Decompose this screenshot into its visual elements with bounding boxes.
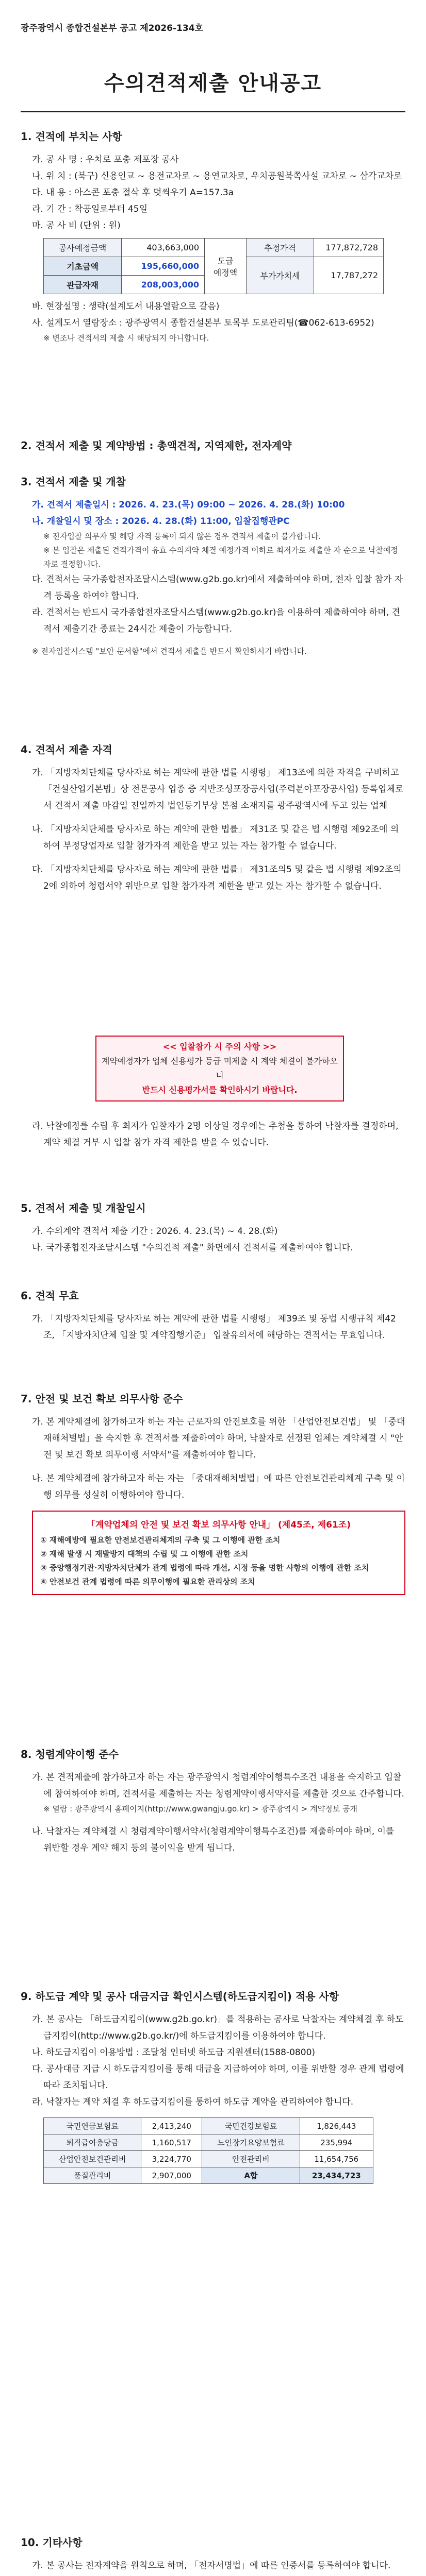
- ins-label: 품질관리비: [44, 2167, 141, 2184]
- ins-label: 안전관리비: [202, 2151, 300, 2167]
- section-8-heading: 8. 청렴계약이행 준수: [21, 1748, 119, 1760]
- safety-redbox: [32, 1511, 405, 1595]
- caution-title: << 입찰참가 시 주의 사항 >>: [162, 1042, 277, 1052]
- cost-label: 기초금액: [44, 257, 122, 276]
- section-9: [21, 1989, 405, 2184]
- insurance-table: [43, 2117, 373, 2184]
- section-3-heading: 3. 견적서 제출 및 개찰: [21, 476, 126, 488]
- s9-item: 나. 하도급지킴이 이용방법 : 조달청 인터넷 하도급 지원센터(1588-0800): [32, 2047, 316, 2058]
- page-title: 수의견적제출 안내공고: [104, 72, 322, 95]
- cost-value: 195,660,000: [122, 257, 205, 276]
- section-4-after: [21, 1118, 405, 1151]
- s5-item: 나. 국가종합전자조달시스템 "수의견적 제출" 화면에서 견적서를 제출하여야 합니다.: [32, 1243, 353, 1253]
- section-8: [21, 1747, 405, 1856]
- s3-item: 나. 개찰일시 및 장소 : 2026. 4. 28.(화) 11:00, 입찰집행관PC: [32, 516, 290, 527]
- ins-value: 2,413,240: [141, 2118, 202, 2134]
- s9-item: 라. 낙찰자는 계약 체결 후 하도급지킴이를 통하여 하도급 계약을 관리하여야 합니다.: [32, 2097, 354, 2107]
- s3-item: 가. 견적서 제출일시 : 2026. 4. 23.(목) 09:00 ~ 2026. 4. 28.(화) 10:00: [32, 500, 345, 510]
- safety-item: ① 재해예방에 필요한 안전보건관리체계의 구축 및 그 이행에 관한 조치: [40, 1535, 281, 1545]
- section-7: [21, 1391, 405, 1595]
- section-6-heading: 6. 견적 무효: [21, 1290, 79, 1302]
- cost-value: 403,663,000: [122, 239, 205, 257]
- section-7-heading: 7. 안전 및 보건 확보 의무사항 준수: [21, 1393, 183, 1405]
- ins-value: 1,160,517: [141, 2134, 202, 2151]
- side-row-label: 추정가격: [247, 239, 314, 257]
- section-10-heading: 10. 기타사항: [21, 2536, 83, 2549]
- ins-label: 국민건강보험료: [202, 2118, 300, 2134]
- notice-number: 광주광역시 종합건설본부 공고 제2026-134호: [21, 23, 203, 33]
- ins-value: 11,654,756: [300, 2151, 373, 2167]
- safety-item: ② 재해 발생 시 재발방지 대책의 수립 및 그 이행에 관한 조치: [40, 1549, 249, 1558]
- s3-footnote: ※ 전자입찰시스템 "보안 문서함"에서 견적서 제출을 반드시 확인하시기 바랍니다.: [32, 647, 307, 656]
- ins-label: 퇴직급여충당금: [44, 2134, 141, 2151]
- title-divider: [21, 111, 405, 112]
- s5-item: 가. 수의계약 견적서 제출 기간 : 2026. 4. 23.(목) ~ 4. 28.(화): [32, 1226, 278, 1236]
- side-row-value: 177,872,728: [314, 239, 384, 257]
- ins-value: 2,907,000: [141, 2167, 202, 2184]
- ins-value: 3,224,770: [141, 2151, 202, 2167]
- s9-item: 다. 공사대금 지급 시 하도급지킴이를 통해 대금을 지급하여야 하며, 이를 위반할 경우 관계 법령에 따라 조치됩니다.: [32, 2064, 404, 2091]
- section-10: [21, 2535, 405, 2576]
- section-2: [21, 438, 405, 461]
- contract-side-label: [205, 239, 247, 294]
- ins-label: 산업안전보건관리비: [44, 2151, 141, 2167]
- s1-note: ※ 변조나 견적서의 제출 시 해당되지 아니합니다.: [43, 333, 209, 343]
- s3-item: ※ 전자입찰 의무자 및 해당 자격 등록이 되지 않은 경우 견적서 제출이 불가합니다.: [43, 532, 321, 541]
- cost-label: 공사예정금액: [44, 239, 122, 257]
- s1-note: 바. 현장설명 : 생략(설계도서 내용열람으로 갈음): [32, 301, 220, 312]
- ins-label: 노인장기요양보험료: [202, 2134, 300, 2151]
- safety-item: ④ 안전보건 관계 법령에 따른 의무이행에 필요한 관리상의 조치: [40, 1577, 255, 1586]
- s1-item: 가. 공 사 명 : 우치로 포충 제포장 공사: [32, 155, 179, 165]
- s6-item: 가. 「지방자치단체를 당사자로 하는 계약에 관한 법률 시행령」 제39조 및 동법 시행규칙 제42조, 「지방자치단체 입찰 및 계약집행기준」 입찰유의서에 해당하는 견적서는 무효입니다.: [32, 1314, 396, 1341]
- side-sub: 예정액: [213, 267, 238, 278]
- s4-item: 가. 「지방자치단체를 당사자로 하는 계약에 관한 법률 시행령」 제13조에 의한 자격을 구비하고 「건설산업기본법」상 전문공사 업종 중 지반조성포장공사업(주력분야포장공사업) 등록업체로서 견적서 제출 마감일 전일까지 법인등기부상 본점 소재지를 광주광역시에 두고 있는 업체: [32, 768, 404, 811]
- s4-item: 나. 「지방자치단체를 당사자로 하는 계약에 관한 법률」 제31조 및 같은 법 시행령 제92조에 의하여 부정당업자로 입찰 참가자격 제한을 받고 있는 자는 참가할 수 없습니다.: [32, 824, 399, 851]
- cost-value: 208,003,000: [122, 276, 205, 294]
- s7-item: 가. 본 계약체결에 참가하고자 하는 자는 근로자의 안전보호를 위한 「산업안전보건법」 및 「중대재해처벌법」을 숙지한 후 견적서를 제출하여야 하며, 낙찰자로 선정된 업체는 계약체결 시 "안전 및 보건 확보 의무이행 서약서"를 제출하여야 합니다.: [32, 1417, 405, 1460]
- section-2-heading: 2. 견적서 제출 및 계약방법 : 총액견적, 지역제한, 전자계약: [21, 439, 292, 452]
- caution-line: 반드시 신용평가서를 확인하시기 바랍니다.: [142, 1085, 298, 1095]
- s4-after: 라. 낙찰예정를 수립 후 최저가 입찰자가 2명 이상일 경우에는 추첨을 통하여 낙찰자를 결정하며, 계약 체결 거부 시 입찰 참가 자격 제한을 받을 수 있습니다.: [32, 1121, 399, 1148]
- s3-item: 라. 견적서는 반드시 국가종합전자조달시스템(www.g2b.go.kr)을 이용하여 제출하여야 하며, 견적서 제출기간 종료는 24시간 제출이 가능합니다.: [32, 607, 400, 634]
- s7-item: 나. 본 계약체결에 참가하고자 하는 자는 「중대재해처벌법」에 따른 안전보건관리체계 구축 및 이행 의무를 성실히 이행하여야 합니다.: [32, 1473, 405, 1500]
- s8-item: 가. 본 견적제출에 참가하고자 하는 자는 광주광역시 청렴계약이행특수조건 내용을 숙지하고 입찰에 참여하여야 하며, 견적서를 제출하는 자는 청렴계약이행서약서를 제출한 것으로 간주합니다.: [32, 1772, 404, 1799]
- ins-value: 1,826,443: [300, 2118, 373, 2134]
- section-5-heading: 5. 견적서 제출 및 개찰일시: [21, 1202, 146, 1214]
- s1-item: 라. 기 간 : 착공일로부터 45일: [32, 204, 148, 214]
- section-4-heading: 4. 견적서 제출 자격: [21, 743, 112, 756]
- s1-item: 나. 위 치 : (북구) 신용인교 ~ 용전교차로 ~ 용연교차로, 우치공원북쪽사설 교차로 ~ 삼각교차로: [32, 171, 402, 181]
- s3-item: 다. 견적서는 국가종합전자조달시스템(www.g2b.go.kr)에서 제출하여야 하며, 전자 입찰 참가 자격 등록을 하여야 합니다.: [32, 574, 403, 601]
- section-5: [21, 1200, 405, 1256]
- ins-value: 235,994: [300, 2134, 373, 2151]
- s9-item: 가. 본 공사는 「하도급지킴이(www.g2b.go.kr)」를 적용하는 공사로 낙찰자는 계약체결 후 하도급지킴이(http://www.g2b.go.kr/)에 하도급지킴이를 이용하여야 합니다.: [32, 2014, 404, 2041]
- s1-item: 마. 공 사 비 (단위 : 원): [32, 221, 121, 231]
- side-row-value: 17,787,272: [314, 257, 384, 294]
- s4-item: 다. 「지방자치단체를 당사자로 하는 계약에 관한 법률」 제31조의5 및 같은 법 시행령 제92조의 2에 의하여 청렴서약 위반으로 입찰 참가자격 제한을 받고 있는 자는 참가할 수 없습니다.: [32, 865, 402, 891]
- section-3: [21, 474, 405, 658]
- safety-item: ③ 중앙행정기관·지방자치단체가 관계 법령에 따라 개선, 시정 등을 명한 사항의 이행에 관한 조치: [40, 1563, 369, 1572]
- section-1: [21, 129, 405, 345]
- ins-label: 국민연금보험료: [44, 2118, 141, 2134]
- safety-redbox-title: 「계약업체의 안전 및 보건 확보 의무사항 안내」 (제45조, 제61조): [87, 1520, 351, 1530]
- caution-box: [95, 1036, 344, 1101]
- section-4: [21, 742, 405, 894]
- s8-item: 나. 낙찰자는 계약체결 시 청렴계약이행서약서(청렴계약이행특수조건)를 제출하여야 하며, 이를 위반할 경우 계약 해지 등의 불이익을 받게 됩니다.: [32, 1826, 395, 1853]
- section-9-heading: 9. 하도급 계약 및 공사 대금지급 확인시스템(하도급지킴이) 적용 사항: [21, 1990, 339, 2003]
- side-label: 도급: [217, 256, 234, 266]
- s10-item: 가. 본 공사는 전자계약을 원칙으로 하며, 「전자서명법」에 따른 인증서를 등록하여야 합니다.: [32, 2561, 391, 2571]
- cost-table: [43, 238, 384, 294]
- s1-note: 사. 설계도서 열람장소 : 광주광역시 종합건설본부 토목부 도로관리팀(☎062-613-6952): [32, 318, 374, 328]
- caution-line: 계약예정자가 업체 신용평가 등급 미제출 시 계약 체결이 불가하오니: [102, 1056, 338, 1080]
- section-1-heading: 1. 견적에 부치는 사항: [21, 130, 122, 143]
- ins-total-value: 23,434,723: [300, 2167, 373, 2184]
- ins-total-label: A합: [202, 2167, 300, 2184]
- cost-label: 관급자재: [44, 276, 122, 294]
- s3-item: ※ 본 입찰은 제출된 견적가격이 유효 수의계약 체결 예정가격 이하로 최저가로 제출한 자 순으로 낙찰예정자로 결정합니다.: [43, 546, 398, 569]
- side-row-label: 부가가치세: [247, 257, 314, 294]
- s8-item: ※ 열람 : 광주광역시 홈페이지(http://www.gwangju.go.kr) > 광주광역시 > 계약정보 공개: [43, 1804, 357, 1814]
- s1-item: 다. 내 용 : 아스콘 포충 절삭 후 덧씌우기 A=157.3a: [32, 188, 234, 198]
- section-6: [21, 1288, 405, 1344]
